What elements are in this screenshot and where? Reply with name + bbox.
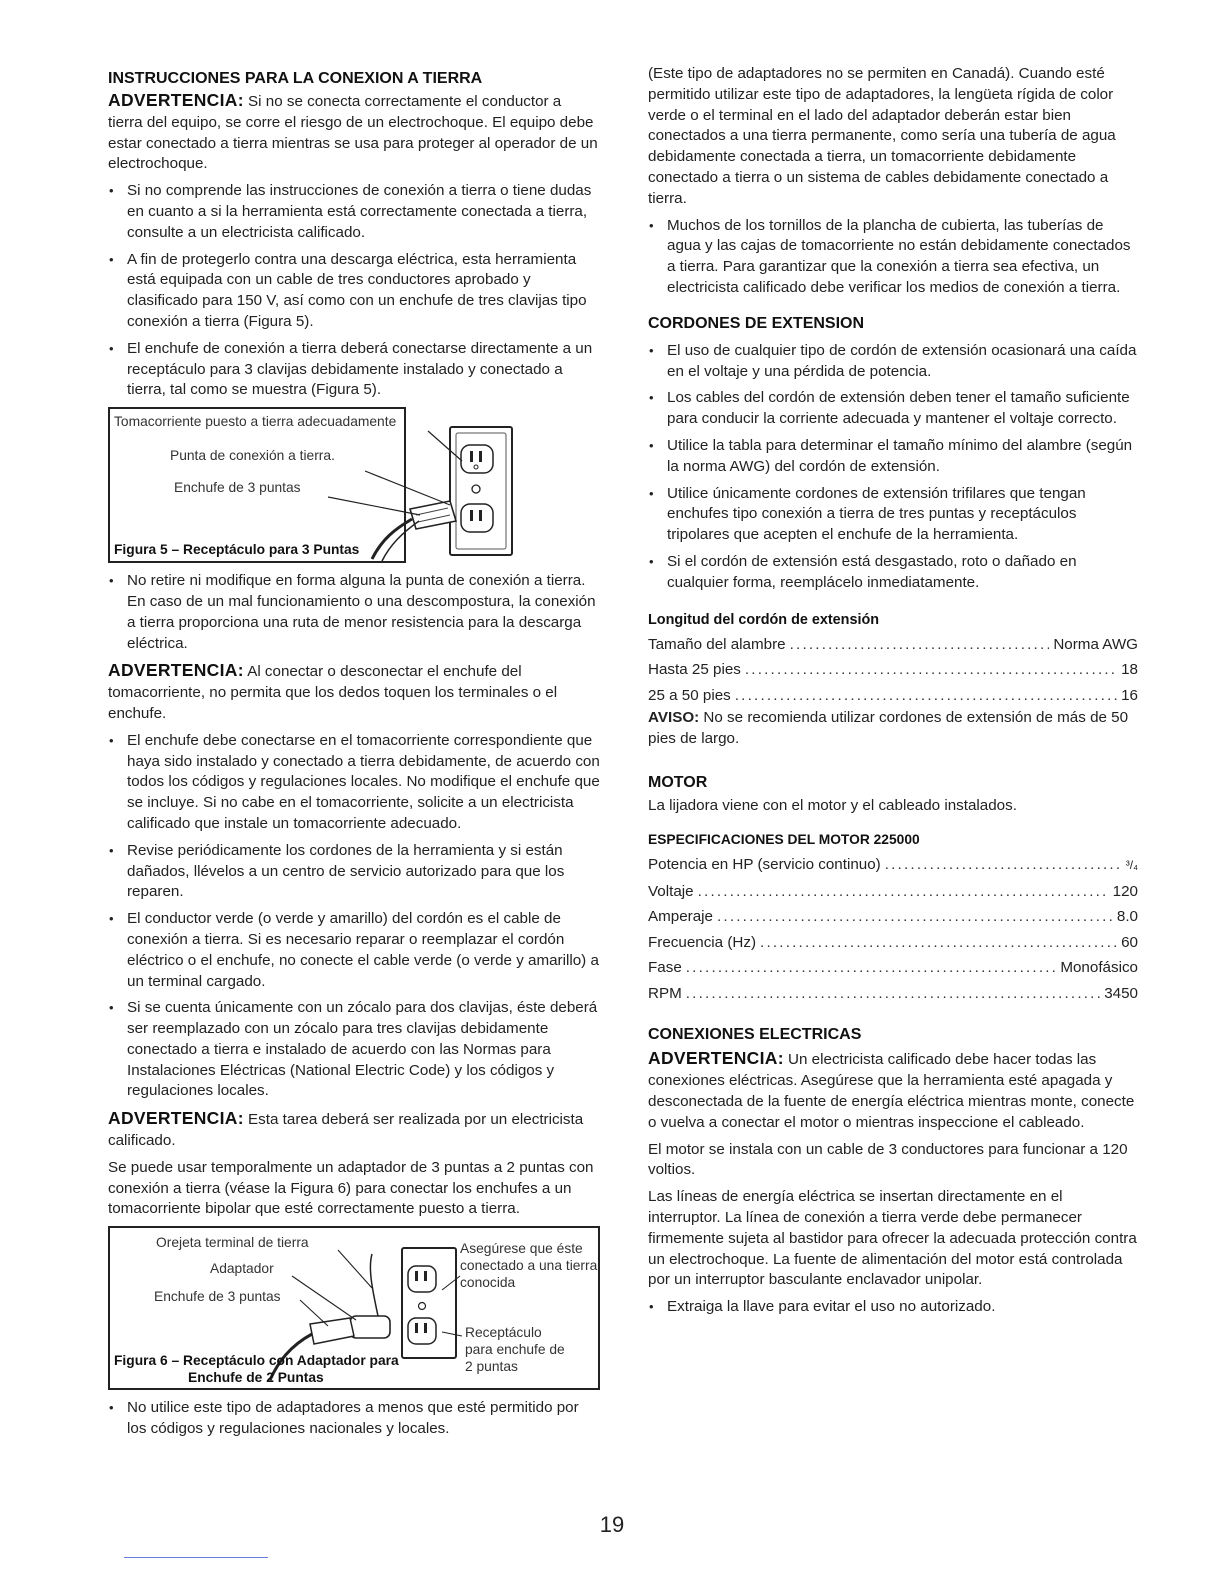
table-row: Amperaje ..... 8.0 [648, 904, 1138, 930]
table-row: Potencia en HP (servicio continuo) ..... ³/₄ [648, 852, 1138, 879]
figure-6-receptacle-label: Receptáculo para enchufe de 2 puntas [465, 1325, 565, 1375]
warning-label: ADVERTENCIA: [648, 1048, 784, 1069]
figure-6-caption-line-1: Figura 6 – Receptáculo con Adaptador para [114, 1353, 399, 1369]
figure-5-pin-label: Punta de conexión a tierra. [170, 448, 335, 464]
table-row: Fase ..... Monofásico [648, 955, 1138, 981]
footer-rule [124, 1557, 268, 1558]
list-item: • No utilice este tipo de adaptadores a menos que esté permitido por los códigos y regulaciones nacionales y locales. [108, 1398, 600, 1440]
electrical-paragraph-2: Las líneas de energía eléctrica se insertan directamente en el interruptor. La línea de conexión a tierra verde debe permanecer firmemente sujeta al bastidor para ofrecer la adecuada protección contra un electrochoque. La fuente de alimentación del motor está controlada por un interruptor basculante enclavador unipolar. [648, 1188, 1137, 1289]
left-column [108, 64, 600, 1440]
page-number: 19 [599, 1512, 625, 1537]
list-item: • Si el cordón de extensión está desgastado, roto o dañado en cualquier forma, reemplácelo inmediatamente. [648, 552, 1138, 594]
list-item: • Muchos de los tornillos de la plancha de cubierta, las tuberías de agua y las cajas de tomacorriente no están debidamente conectados a tierra. Para garantizar que la conexión a tierra sea efectiva, un electricista calificado debe verificar los medios de conexión a tierra. [648, 216, 1138, 299]
extension-cords-heading: CORDONES DE EXTENSION [648, 314, 865, 332]
warning-paragraph-2: ADVERTENCIA: Al conectar o desconectar el enchufe del tomacorriente, no permita que los dedos toquen los terminales o el enchufe. [108, 660, 558, 722]
list-item: • Revise periódicamente los cordones de la herramienta y si están dañados, llévelos a un centro de servicio autorizado para que los reparen. [108, 841, 600, 903]
notice-label: AVISO: [648, 709, 700, 727]
list-item: • Extraiga la llave para evitar el uso no autorizado. [648, 1297, 1138, 1318]
right-column [648, 64, 1138, 1318]
list-item: • El conductor verde (o verde y amarillo) del cordón es el cable de conexión a tierra. Si es necesario reparar o reemplazar el cordón eléctrico o el enchufe, no conecte el cable verde (o verde y amarillo) a un terminal cargado. [108, 909, 600, 992]
cord-length-table [648, 632, 1138, 709]
bullet-list-4 [108, 1398, 600, 1440]
figure-6-caption-line-2: Enchufe de 2 Puntas [188, 1370, 324, 1386]
list-item: • El enchufe de conexión a tierra deberá conectarse directamente a un receptáculo para 3 clavijas debidamente instalado y conectado a tierra, tal como se muestra (Figura 5). [108, 339, 600, 401]
table-row: 25 a 50 pies ..... 16 [648, 683, 1138, 709]
bullet-list-2 [108, 571, 600, 654]
figure-5-plug-label: Enchufe de 3 puntas [174, 480, 301, 496]
electrical-paragraph-1: El motor se instala con un cable de 3 conductores para funcionar a 120 voltios. [648, 1140, 1128, 1179]
table-row: Tamaño del alambre ..... Norma AWG [648, 632, 1138, 658]
extension-bullet-list [648, 341, 1138, 594]
list-item: • Si no comprende las instrucciones de conexión a tierra o tiene dudas en cuanto a si la herramienta está correctamente conectada a tierra, consulte a un electricista calificado. [108, 181, 600, 243]
adapter-continued-paragraph: (Este tipo de adaptadores no se permiten en Canadá). Cuando esté permitido utilizar este tipo de adaptadores, la lengüeta rígida de color verde o el terminal en el lado del adaptador deberán estar bien conectados a una tierra permanente, como sería una tubería de agua debidamente conectada a tierra, un tomacorriente debidamente conectado a tierra o un sistema de cables debidamente conectado a tierra. [648, 65, 1116, 207]
figure-5-outlet-label: Tomacorriente puesto a tierra adecuadamente [114, 414, 397, 430]
table-row: Hasta 25 pies ..... 18 [648, 657, 1138, 683]
figure-6 [108, 1226, 600, 1390]
list-item: • Utilice la tabla para determinar el tamaño mínimo del alambre (según la norma AWG) del cordón de extensión. [648, 436, 1138, 478]
motor-spec-heading: ESPECIFICACIONES DEL MOTOR 225000 [648, 832, 920, 848]
right-bullet-list-1 [648, 216, 1138, 299]
bullet-list-1 [108, 181, 600, 401]
list-item: • Si se cuenta únicamente con un zócalo para dos clavijas, éste deberá ser reemplazado con un zócalo para tres clavijas debidamente conectado a tierra e instalado de acuerdo con las Normas para Instalaciones Eléctricas (National Electric Code) y los códigos y regulaciones locales. [108, 998, 600, 1102]
figure-5-caption: Figura 5 – Receptáculo para 3 Puntas [114, 542, 360, 558]
table-row: RPM ..... 3450 [648, 981, 1138, 1007]
electrical-connections-heading: CONEXIONES ELECTRICAS [648, 1026, 862, 1044]
adapter-paragraph: Se puede usar temporalmente un adaptador de 3 puntas a 2 puntas con conexión a tierra (véase la Figura 6) para conectar los enchufes a un tomacorriente bipolar que esté correctamente puesto a tierra. [108, 1158, 594, 1218]
motor-heading: MOTOR [648, 773, 708, 791]
notice-paragraph: AVISO: No se recomienda utilizar cordones de extensión de más de 50 pies de largo. [648, 709, 1129, 747]
table-row: Frecuencia (Hz) ..... 60 [648, 930, 1138, 956]
warning-paragraph-1: ADVERTENCIA: Si no se conecta correctamente el conductor a tierra del equipo, se corre el riesgo de un electrochoque. El equipo debe estar conectado a tierra mientras se usa para proteger al operador de un electrochoque. [108, 90, 598, 173]
list-item: • Utilice únicamente cordones de extensión trifilares que tengan enchufes tipo conexión a tierra de tres puntas y receptáculos tripolares que acepten el enchufe de la herramienta. [648, 484, 1138, 546]
electrical-warning-paragraph: ADVERTENCIA: Un electricista calificado debe hacer todas las conexiones eléctricas. Asegúrese que la herramienta esté apagada y desconectada de la fuente de energía eléctrica mientras monte, conecte o vuelva a conectar el motor o mientras inspeccione el cableado. [648, 1048, 1135, 1131]
ground-heading: INSTRUCCIONES PARA LA CONEXION A TIERRA [108, 70, 483, 87]
warning-paragraph-3: ADVERTENCIA: Esta tarea deberá ser realizada por un electricista calificado. [108, 1108, 584, 1150]
motor-spec-table [648, 852, 1138, 1006]
electrical-bullet-list [648, 1297, 1138, 1318]
bullet-list-3 [108, 731, 600, 1103]
list-item: • Los cables del cordón de extensión deben tener el tamaño suficiente para conducir la corriente adecuada y mantener el voltaje correcto. [648, 388, 1138, 430]
figure-6-adapter-label: Adaptador [210, 1261, 274, 1277]
list-item: • No retire ni modifique en forma alguna la punta de conexión a tierra. En caso de un mal funcionamiento o una descompostura, la conexión a tierra proporciona una ruta de menor resistencia para la descarga eléctrica. [108, 571, 600, 654]
motor-paragraph: La lijadora viene con el motor y el cableado instalados. [648, 796, 1017, 814]
warning-label: ADVERTENCIA: [108, 660, 244, 681]
warning-label: ADVERTENCIA: [108, 90, 244, 110]
figure-6-lug-label: Orejeta terminal de tierra [156, 1235, 309, 1251]
figure-6-ensure-label: Asegúrese que éste conectado a una tierra conocida [460, 1241, 598, 1291]
figure-6-plug-label: Enchufe de 3 puntas [154, 1289, 281, 1305]
cord-length-heading: Longitud del cordón de extensión [648, 611, 880, 628]
figure-5 [108, 407, 406, 563]
warning-label: ADVERTENCIA: [108, 1108, 244, 1129]
list-item: • A fin de protegerlo contra una descarga eléctrica, esta herramienta está equipada con un cable de tres conductores aprobado y clasificado para 150 V, así como con un enchufe de tres clavijas tipo conexión a tierra (Figura 5). [108, 250, 600, 333]
table-row: Voltaje ..... 120 [648, 879, 1138, 905]
list-item: • El uso de cualquier tipo de cordón de extensión ocasionará una caída en el voltaje y una pérdida de potencia. [648, 341, 1138, 383]
list-item: • El enchufe debe conectarse en el tomacorriente correspondiente que haya sido instalado y conectado a tierra debidamente, de acuerdo con todos los códigos y regulaciones locales. No modifique el enchufe que se incluye. Si no cabe en el tomacorriente, solicite a un electricista calificado que instale un tomacorriente adecuado. [108, 731, 600, 835]
